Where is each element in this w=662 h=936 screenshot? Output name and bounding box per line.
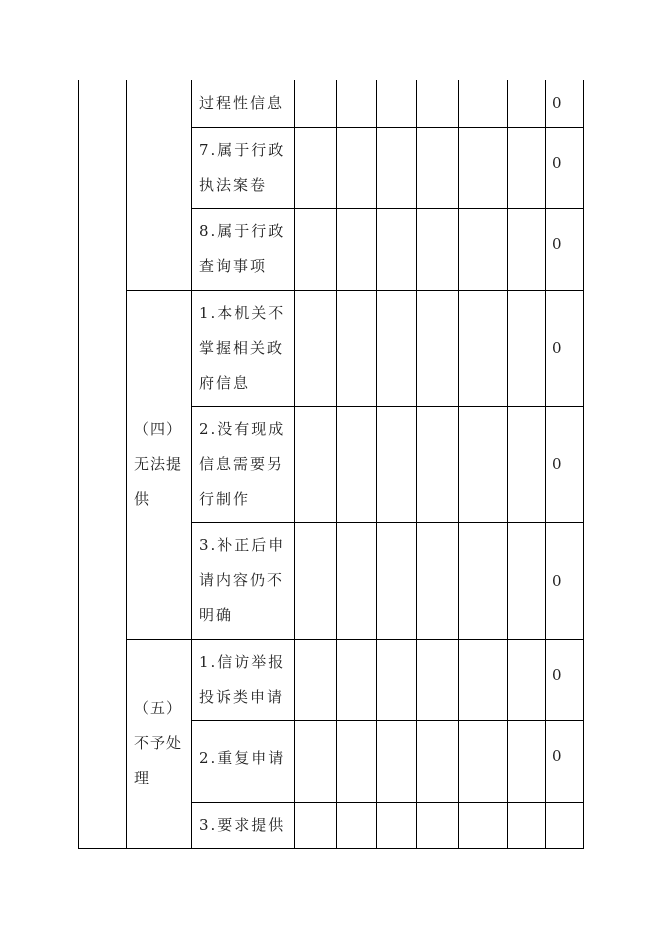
table-cell <box>459 290 508 406</box>
item-label: 3.补正后申请内容仍不明确 <box>192 522 295 639</box>
table-cell <box>459 522 508 639</box>
table-cell <box>377 406 417 522</box>
item-label: 1.本机关不掌握相关政府信息 <box>192 290 295 406</box>
table-cell <box>508 720 546 802</box>
table-cell <box>417 80 459 127</box>
table-cell <box>377 80 417 127</box>
table-cell <box>377 639 417 720</box>
table-cell <box>377 802 417 848</box>
table-cell <box>417 406 459 522</box>
table-cell <box>417 802 459 848</box>
table-cell <box>295 290 337 406</box>
table-cell <box>508 290 546 406</box>
table-row <box>79 639 584 720</box>
total-value: 0 <box>546 720 584 802</box>
table-cell <box>417 522 459 639</box>
table-row <box>79 290 584 406</box>
table-cell <box>377 290 417 406</box>
table-cell <box>459 406 508 522</box>
total-value: 0 <box>546 406 584 522</box>
table-cell <box>295 406 337 522</box>
table-cell <box>337 208 377 290</box>
table-row <box>79 80 584 127</box>
table-cell <box>377 127 417 208</box>
item-label: 2.重复申请 <box>192 720 295 802</box>
item-label: 1.信访举报投诉类申请 <box>192 639 295 720</box>
item-label: 8.属于行政查询事项 <box>192 208 295 290</box>
table-cell <box>377 208 417 290</box>
table-cell <box>295 80 337 127</box>
category-cell <box>127 80 192 290</box>
table-cell <box>417 208 459 290</box>
total-value: 0 <box>546 639 584 720</box>
item-label: 2.没有现成信息需要另行制作 <box>192 406 295 522</box>
table-cell <box>337 406 377 522</box>
table-cell <box>337 290 377 406</box>
total-value: 0 <box>546 127 584 208</box>
item-label: 7.属于行政执法案卷 <box>192 127 295 208</box>
table-cell <box>508 127 546 208</box>
table-cell <box>337 802 377 848</box>
table-cell <box>459 80 508 127</box>
table-cell <box>508 406 546 522</box>
table-cell <box>337 639 377 720</box>
table-cell <box>337 720 377 802</box>
table-cell <box>508 639 546 720</box>
table-cell <box>295 208 337 290</box>
table-cell <box>295 639 337 720</box>
table-cell <box>417 290 459 406</box>
table-cell <box>459 720 508 802</box>
total-value <box>546 802 584 848</box>
total-value: 0 <box>546 522 584 639</box>
table-cell <box>417 127 459 208</box>
table-cell <box>508 522 546 639</box>
statistics-table <box>78 80 584 849</box>
table-cell <box>459 802 508 848</box>
table-cell <box>295 127 337 208</box>
table-cell <box>459 208 508 290</box>
table-cell <box>295 720 337 802</box>
category-label: （四）无法提供 <box>127 290 192 639</box>
table-cell <box>377 720 417 802</box>
item-label: 过程性信息 <box>192 80 295 127</box>
table-cell <box>377 522 417 639</box>
table-cell <box>459 639 508 720</box>
table-cell <box>508 802 546 848</box>
table-cell <box>337 522 377 639</box>
table-cell <box>508 208 546 290</box>
table-cell <box>417 720 459 802</box>
table-cell <box>337 80 377 127</box>
table-cell <box>508 80 546 127</box>
outer-category-cell <box>79 80 127 848</box>
table-cell <box>337 127 377 208</box>
table-cell <box>295 802 337 848</box>
table-cell <box>295 522 337 639</box>
total-value: 0 <box>546 80 584 127</box>
item-label: 3.要求提供 <box>192 802 295 848</box>
total-value: 0 <box>546 290 584 406</box>
table-cell <box>417 639 459 720</box>
total-value: 0 <box>546 208 584 290</box>
category-label: （五）不予处理 <box>127 639 192 848</box>
table-cell <box>459 127 508 208</box>
